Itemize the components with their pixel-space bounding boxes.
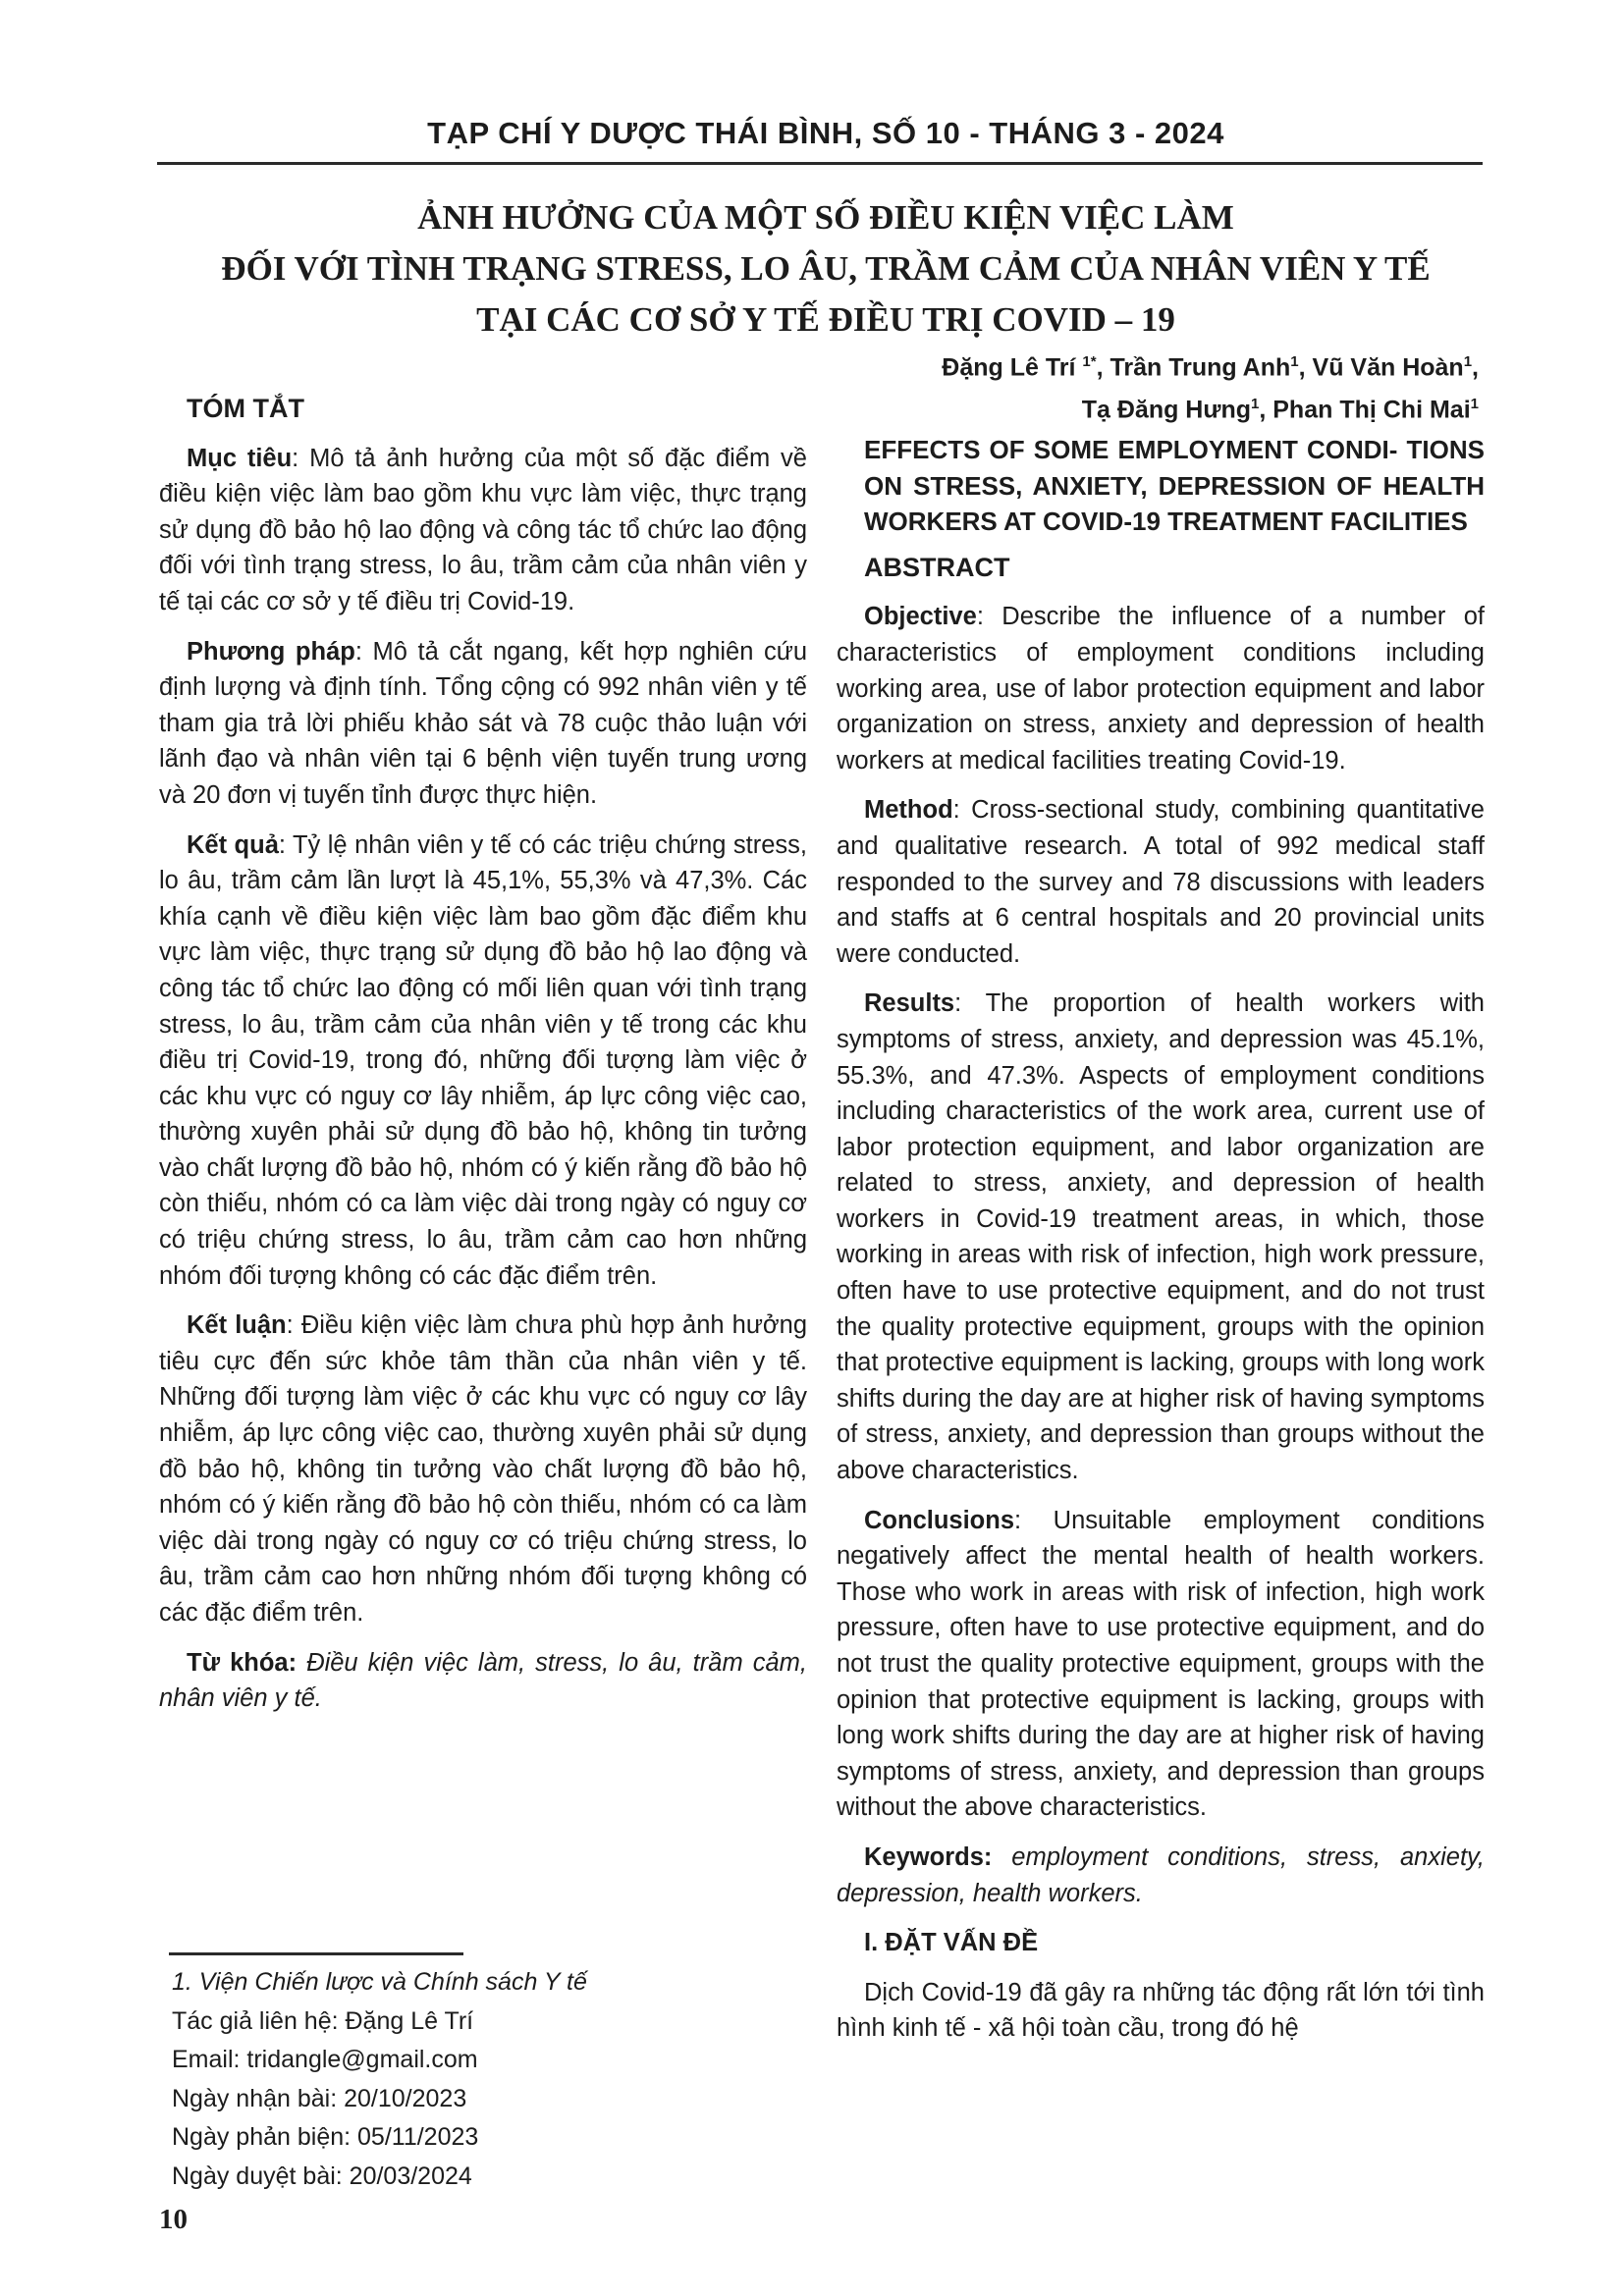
vi-method-text: : Mô tả cắt ngang, kết hợp nghiên cứu định lượng và định tính. Tổng cộng có 992 nhân viên y tế tham gia trả lời phiếu khảo sát và 78 cuộc thảo luận với lãnh đạo và nhân viên tại 6 bệnh viện tuyến trung ương và 20 đơn vị tuyến tỉnh được thực hiện. [159, 637, 808, 809]
author-name: Đặng Lê Trí [942, 353, 1076, 382]
en-keywords-text: employment conditions, stress, anxiety, depression, health workers. [837, 1842, 1485, 1907]
vi-keywords-label: Từ khóa: [187, 1648, 298, 1677]
author-list: Đặng Lê Trí $^{1*}$, Trần Trung Anh$^1$, Vũ Văn Hoàn$^1$, Tạ Đăng Hưng$^1$, Phan Thị Chi Mai$^1$ [942, 353, 1479, 424]
header-rule [157, 162, 1483, 165]
article-title [169, 192, 1483, 346]
author-affiliation-mark: 1 [1470, 396, 1479, 413]
english-title: EFFECTS OF SOME EMPLOYMENT CONDI- TIONS ON STRESS, ANXIETY, DEPRESSION OF HEALTH WORKERS AT COVID-19 TREATMENT FACILITIES [864, 435, 1485, 537]
footnote-affiliation: 1. Viện Chiến lược và Chính sách Y tế [172, 1968, 587, 1996]
vi-objective-text: : Mô tả ảnh hưởng của một số đặc điểm về điều kiện việc làm bao gồm khu vực làm việc, thực trạng sử dụng đồ bảo hộ lao động và công tác tổ chức lao động đối với tình trạng stress, lo âu, trầm cảm của nhân viên y tế tại các cơ sở y tế điều trị Covid-19. [159, 444, 807, 615]
author-affiliation-mark: 1 [1290, 353, 1299, 370]
title-line-1: ẢNH HƯỞNG CỦA MỘT SỐ ĐIỀU KIỆN VIỆC LÀM [417, 198, 1234, 237]
vi-conclusion-label: Kết luận [187, 1311, 287, 1340]
footnote-contact: Tác giả liên hệ: Đặng Lê Trí [172, 2006, 474, 2035]
vietnamese-abstract [159, 391, 807, 1731]
vi-conclusion-text: : Điều kiện việc làm chưa phù hợp ảnh hưởng tiêu cực đến sức khỏe tâm thần của nhân viên y tế. Những đối tượng làm việc ở các khu vực có nguy cơ lây nhiễm, áp lực công việc cao, thường xuyên phải sử dụng đồ bảo hộ, không tin tưởng vào chất lượng đồ bảo hộ, nhóm có ý kiến rằng đồ bảo hộ còn thiếu, nhóm có ca làm việc dài trong ngày có nguy cơ có triệu chứng stress, lo âu, trầm cảm cao hơn những nhóm đối tượng không có các đặc điểm trên. [159, 1311, 807, 1627]
vi-keywords-paragraph [159, 1645, 807, 1717]
vi-conclusion-paragraph [159, 1308, 807, 1630]
vi-method-label: Phương pháp [187, 637, 355, 666]
vi-abstract-heading: TÓM TẮT [187, 394, 304, 423]
en-results-label: Results [864, 989, 955, 1018]
author-affiliation-mark: 1* [1082, 353, 1097, 370]
footnote-email: Email: tridangle@gmail.com [172, 2046, 478, 2073]
en-conclusions-text: : Unsuitable employment conditions negatively affect the mental health of health workers. Those who work in areas with risk of infection, high work pressure, often have to use protective equipment, and do not trust the quality protective equipment, groups with the opinion that protective equipment is lacking, groups with long work shifts during the day are at higher risk of having symptoms of stress, anxiety, and depression than groups without the above characteristics. [837, 1506, 1485, 1822]
journal-header: TẠP CHÍ Y DƯỢC THÁI BÌNH, SỐ 10 - THÁNG 3 - 2024 [427, 116, 1224, 150]
en-method-label: Method [864, 796, 953, 825]
title-line-2: ĐỐI VỚI TÌNH TRẠNG STRESS, LO ÂU, TRẦM CẢM CỦA NHÂN VIÊN Y TẾ [221, 249, 1431, 288]
footnote-received-date: Ngày nhận bài: 20/10/2023 [172, 2084, 467, 2112]
en-conclusions-label: Conclusions [864, 1506, 1015, 1534]
author-affiliation-mark: 1 [1251, 396, 1260, 413]
vi-results-label: Kết quả [187, 830, 279, 859]
title-line-3: TẠI CÁC CƠ SỞ Y TẾ ĐIỀU TRỊ COVID – 19 [476, 300, 1175, 339]
vi-results-text: : Tỷ lệ nhân viên y tế có các triệu chứng stress, lo âu, trầm cảm lần lượt là 45,1%, 55,3% và 47,3%. Các khía cạnh về điều kiện việc làm bao gồm đặc điểm khu vực làm việc, thực trạng sử dụng đồ bảo hộ lao động và công tác tổ chức lao động có mối liên quan với tình trạng stress, lo âu, trầm cảm của nhân viên y tế trong các khu điều trị Covid-19, trong đó, những đối tượng làm việc ở các khu vực có nguy cơ lây nhiễm, áp lực công việc cao, thường xuyên phải sử dụng đồ bảo hộ, không tin tưởng vào chất lượng đồ bảo hộ, nhóm có ý kiến rằng đồ bảo hộ còn thiếu, nhóm có ca làm việc dài trong ngày có nguy cơ có triệu chứng stress, lo âu, trầm cảm cao hơn những nhóm đối tượng không có các đặc điểm trên. [159, 830, 807, 1290]
author-affiliation-mark: 1 [1463, 353, 1473, 370]
en-keywords-label: Keywords: [864, 1842, 993, 1871]
vi-keywords-text: Điều kiện việc làm, stress, lo âu, trầm cảm, nhân viên y tế. [159, 1648, 807, 1713]
vi-method-paragraph [159, 634, 807, 814]
en-results-text: : The proportion of health workers with symptoms of stress, anxiety, and depression was 45.1%, 55.3%, and 47.3%. Aspects of employment conditions including characteristics of the work area, current use of labor protection equipment, and labor organization are related to stress, anxiety, and depression of health workers in Covid-19 treatment areas, in which, those working in areas with risk of infection, high work pressure, often have to use protective equipment, and do not trust the quality protective equipment, groups with the opinion that protective equipment is lacking, groups with long work shifts during the day are at higher risk of having symptoms of stress, anxiety, and depression than groups without the above characteristics. [837, 989, 1485, 1485]
author-name: Phan Thị Chi Mai [1272, 396, 1471, 424]
en-keywords-paragraph [837, 1840, 1485, 1911]
en-abstract-heading: ABSTRACT [864, 552, 1010, 582]
en-conclusions-paragraph [837, 1503, 1485, 1826]
footnote-review-date: Ngày phản biện: 05/11/2023 [172, 2123, 479, 2151]
author-name: Tạ Đăng Hưng [1081, 396, 1251, 424]
en-method-text: : Cross-sectional study, combining quantitative and qualitative research. A total of 992 medical staff responded to the survey and 78 discussions with leaders and staffs at 6 central hospitals and 20 provincial units were conducted. [837, 796, 1485, 968]
en-objective-label: Objective [864, 603, 977, 631]
intro-heading: I. ĐẶT VẤN ĐỀ [864, 1929, 1039, 1957]
en-method-paragraph [837, 792, 1485, 972]
author-name: Vũ Văn Hoàn [1312, 353, 1464, 382]
en-results-paragraph [837, 986, 1485, 1488]
page-number: 10 [159, 2204, 188, 2235]
author-name: Trần Trung Anh [1110, 353, 1291, 382]
en-objective-text: : Describe the influence of a number of characteristics of employment conditions including working area, use of labor protection equipment and labor organization on stress, anxiety and depression of health workers at medical facilities treating Covid-19. [837, 603, 1485, 774]
vi-results-paragraph [159, 828, 807, 1295]
footnote-rule [169, 1952, 463, 1955]
vi-objective-paragraph [159, 441, 807, 620]
footnote-accepted-date: Ngày duyệt bài: 20/03/2024 [172, 2162, 472, 2190]
intro-paragraph: Dịch Covid-19 đã gây ra những tác động rất lớn tới tình hình kinh tế - xã hội toàn cầu, trong đó hệ [837, 1978, 1485, 2043]
footnotes [172, 1963, 800, 2196]
vi-objective-label: Mục tiêu [187, 444, 293, 472]
en-objective-paragraph [837, 599, 1485, 778]
english-abstract [837, 432, 1485, 2060]
